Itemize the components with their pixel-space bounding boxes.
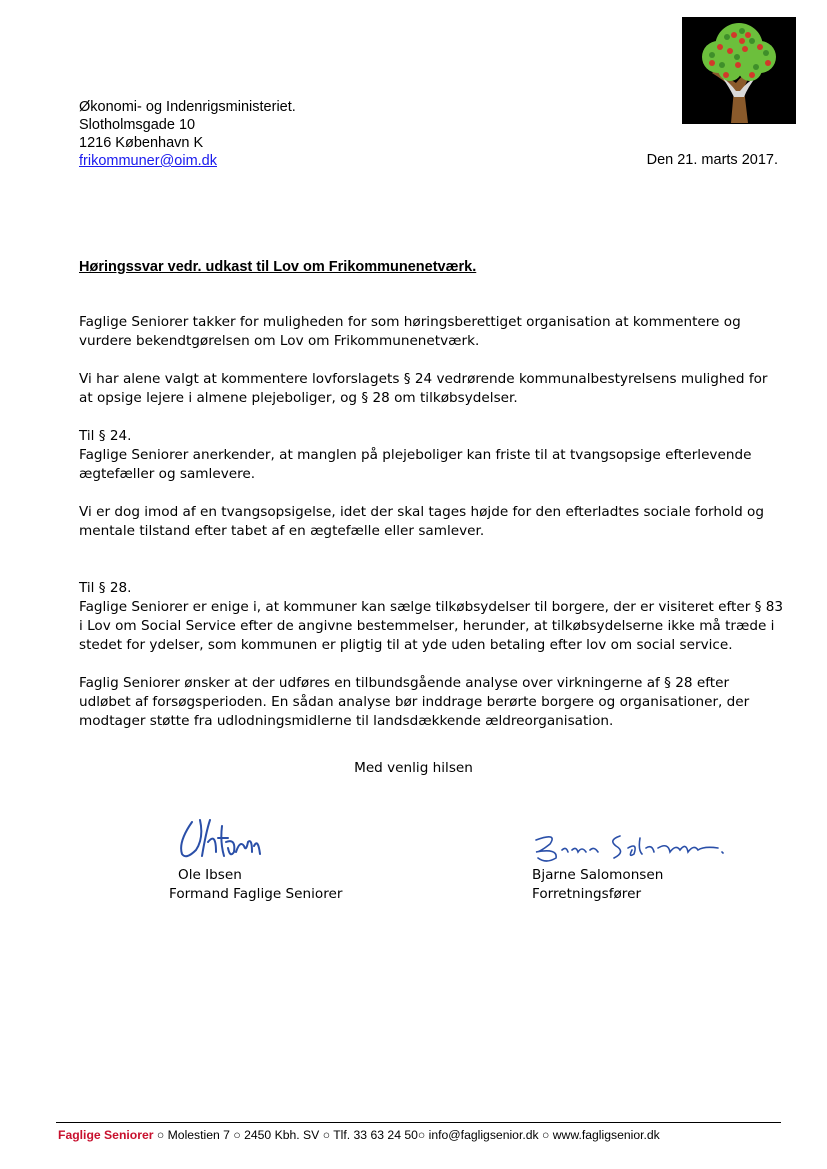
footer-contact: ○ Molestien 7 ○ 2450 Kbh. SV ○ Tlf. 33 63 24 50○ info@fagligsenior.dk ○ www.fagligsenior.dk	[153, 1128, 660, 1142]
apple-tree-icon	[682, 17, 796, 124]
signature-right	[528, 828, 728, 866]
signatory-right-name: Bjarne Salomonsen	[532, 867, 664, 883]
signatory-left	[169, 866, 342, 904]
section-heading-24: Til § 24.	[79, 428, 132, 444]
recipient-email-link[interactable]: frikommuner@oim.dk	[79, 153, 217, 169]
recipient-address	[79, 98, 296, 170]
signature-left	[170, 812, 270, 864]
body-paragraph: Faglige Seniorer takker for muligheden for som høringsberettiget organisation at kommentere og vurdere bekendtgørelsen om Lov om Frikommunenetværk.	[79, 314, 741, 349]
signatory-left-name: Ole Ibsen	[178, 867, 242, 883]
footer-divider	[56, 1122, 781, 1123]
body-paragraph: Vi er dog imod af en tvangsopsigelse, idet der skal tages højde for den efterladtes sociale forhold og mentale tilstand efter tabet af en ægtefælle eller samlever.	[79, 504, 764, 539]
letter-date: Den 21. marts 2017.	[646, 152, 778, 168]
signatory-left-title: Formand Faglige Seniorer	[169, 886, 343, 902]
logo	[682, 17, 796, 124]
recipient-line-3: 1216 København K	[79, 135, 204, 151]
body-paragraph: Vi har alene valgt at kommentere lovforslagets § 24 vedrørende kommunalbestyrelsens mulighed for at opsige lejere i almene plejeboliger, og § 28 om tilkøbsydelser.	[79, 371, 768, 406]
letter-body	[79, 313, 784, 750]
closing-greeting: Med venlig hilsen	[354, 760, 473, 776]
body-paragraph: Faglige Seniorer anerkender, at manglen på plejeboliger kan friste til at tvangsopsige efterlevende ægtefæller og samlevere.	[79, 447, 752, 482]
footer	[58, 1128, 660, 1142]
body-paragraph: Faglige Seniorer er enige i, at kommuner kan sælge tilkøbsydelser til borgere, der er visiteret efter § 83 i Lov om Social Service efter de angivne bestemmelser, herunder, at tilkøbsydelserne ikke må træde i stedet for ydelser, som kommunen er pligtig til at yde uden betaling efter lov om social service.	[79, 599, 784, 653]
signatory-right	[532, 866, 663, 904]
recipient-line-2: Slotholmsgade 10	[79, 117, 196, 133]
letter-subject: Høringssvar vedr. udkast til Lov om Frikommunenetværk.	[79, 259, 477, 275]
body-paragraph: Faglig Seniorer ønsker at der udføres en tilbundsgående analyse over virkningerne af § 28 efter udløbet af forsøgsperioden. En sådan analyse bør inddrage berørte borgere og organisationer, der modtager støtte fra udlodningsmidlerne til landsdækkende ældreorganisation.	[79, 675, 750, 729]
footer-brand: Faglige Seniorer	[58, 1128, 154, 1142]
signatory-right-title: Forretningsfører	[532, 886, 642, 902]
recipient-line-1: Økonomi- og Indenrigsministeriet.	[79, 99, 296, 115]
section-heading-28: Til § 28.	[79, 580, 132, 596]
